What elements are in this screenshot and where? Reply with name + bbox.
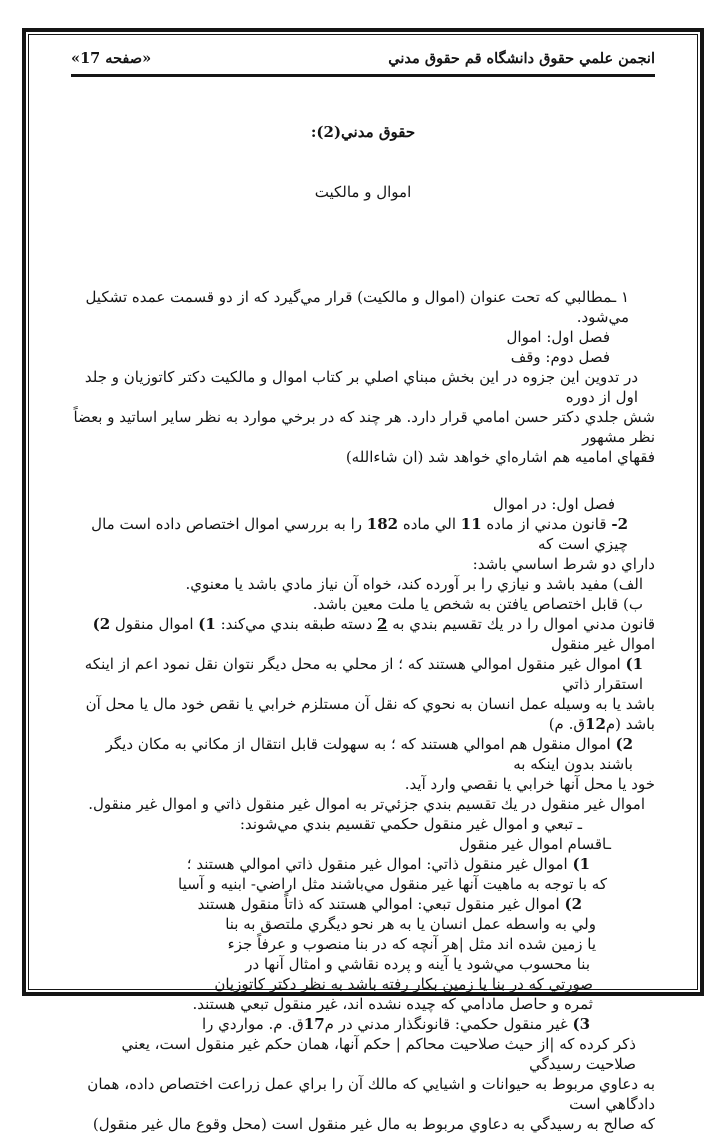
text-segment: اموال منقول xyxy=(110,615,199,633)
text-segment: 2) xyxy=(564,895,582,913)
text-line xyxy=(71,1014,655,1034)
page-header xyxy=(71,49,655,69)
text-line xyxy=(71,1034,655,1074)
text-segment: اموال غير منقول xyxy=(551,635,655,653)
text-line xyxy=(71,794,655,814)
text-line xyxy=(71,774,655,794)
doc-title: حقوق مدني(2): xyxy=(310,123,416,141)
text-segment: در تدوين اين جزوه در اين بخش مبناي اصلي بر کتاب اموال و مالکيت دکتر کاتوزيان و جلد اول از دوره xyxy=(84,368,638,406)
text-segment: که با توجه به ماهيت آنها غير منقول مي‌باشند مثل اراضي- ابنيه و آسيا xyxy=(178,875,607,893)
text-segment: خود يا محل آنها خرابي يا نقصي وارد آيد. xyxy=(404,775,655,793)
text-line xyxy=(71,894,655,914)
text-segment: بنا محسوب مي‌شود يا آينه و پرده نقاشي و امثال آنها در xyxy=(245,955,590,973)
text-line xyxy=(71,447,655,467)
text-line xyxy=(71,694,655,734)
text-segment: اموال منقول هم اموالي هستند که ؛ به سهولت قابل انتقال از مکاني به مکان ديگر باشند بدون اينکه به xyxy=(105,735,633,773)
text-segment: 2- xyxy=(611,515,628,533)
text-line xyxy=(71,874,655,894)
text-line xyxy=(71,814,655,834)
text-segment: ق. م) xyxy=(548,715,586,733)
journal-title: انجمن علمي حقوق دانشگاه قم حقوق مدني xyxy=(388,50,655,67)
text-segment: 1) xyxy=(198,615,216,633)
text-line xyxy=(71,347,655,367)
text-line xyxy=(71,407,655,447)
text-segment: ١ ـمطالبي که تحت عنوان (اموال و مالکيت) قرار مي‌گيرد که از دو قسمت عمده تشکيل مي‌شود. xyxy=(85,288,629,326)
text-segment: 12 xyxy=(585,715,606,733)
text-line xyxy=(71,994,655,1014)
text-segment: ق. م. مواردي را xyxy=(201,1015,304,1033)
text-segment: قانون مدني اموال را در يك تقسيم بندي به xyxy=(387,615,655,633)
text-line xyxy=(71,554,655,574)
text-segment: دسته طبقه بندي مي‌کند: xyxy=(215,615,378,633)
text-segment: ذکر کرده که |از حيث صلاحيت محاکم | حکم آنها، همان حکم غير منقول است، يعني صلاحيت رسيدگي xyxy=(121,1035,636,1073)
text-line xyxy=(71,914,655,934)
text-segment: قانون مدني از ماده xyxy=(481,515,612,533)
document-body xyxy=(71,287,655,1134)
text-segment: فصل اول: در اموال xyxy=(492,495,615,513)
text-segment: 182 xyxy=(366,515,399,533)
text-segment: ولي به واسطه عمل انسان يا به هر نحو ديگري ملتصق به بنا xyxy=(225,915,596,933)
text-line xyxy=(71,954,655,974)
text-segment: داراي دو شرط اساسي باشد: xyxy=(472,555,655,573)
text-line xyxy=(71,614,655,654)
text-segment: ب) قابل اختصاص يافتن به شخص يا ملت معين باشد. xyxy=(312,595,643,613)
text-line xyxy=(71,594,655,614)
text-segment: 2 xyxy=(377,615,388,633)
text-segment: 11 xyxy=(460,515,482,533)
text-line xyxy=(71,327,655,347)
text-line xyxy=(71,1114,655,1134)
text-segment: 17 xyxy=(303,1015,325,1033)
text-segment: ـ تبعي و اموال غير منقول حکمي تقسيم بندي مي‌شوند: xyxy=(239,815,582,833)
text-segment: فصل دوم: وقف xyxy=(510,348,610,366)
text-segment: فقهاي اماميه هم اشاره‌اي خواهد شد (ان شاءالله) xyxy=(345,448,655,466)
text-line xyxy=(71,834,655,854)
text-segment: الف) مفيد باشد و نيازي را بر آورده کند، خواه آن نياز مادي باشد يا معنوي. xyxy=(185,575,643,593)
text-segment: اموال غير منقول اموالي هستند که ؛ از محلي به محل ديگر نتوان نقل نمود اعم از اينکه استقرار ذاتي xyxy=(84,655,643,693)
text-segment: را به بررسي اموال اختصاص داده است مال چيزي است که xyxy=(91,515,628,553)
text-line xyxy=(71,367,655,407)
text-segment: اموال غير منقول تبعي: اموالي هستند که ذاتاً منقول هستند xyxy=(197,895,565,913)
text-line xyxy=(71,734,655,774)
text-segment: صورتي که در بنا يا زمين بکار رفته باشد به نظر دکتر کاتوزيان xyxy=(214,975,593,993)
text-segment: 1) xyxy=(625,655,643,673)
text-line xyxy=(71,934,655,954)
text-segment: شش جلدي دکتر حسن امامي قرار دارد. هر چند که در برخي موارد به نظر ساير اساتيد و بعضاً نظر مشهور xyxy=(73,408,655,446)
text-segment: يا زمين شده اند مثل |هر آنچه که در بنا منصوب و عرفاً جزء xyxy=(227,935,596,953)
page-inner xyxy=(28,34,698,1133)
title-block xyxy=(71,122,655,202)
text-segment: 1) xyxy=(572,855,590,873)
text-segment: باشد يا به وسيله عمل انسان به نحوي که نقل آن مستلزم خرابي يا نقص خود مال يا محل آن باشد (م xyxy=(85,695,655,733)
text-segment: 3) xyxy=(572,1015,590,1033)
text-segment: اموال غير منقول ذاتي: اموال غير منقول ذاتي اموالي هستند ؛ xyxy=(186,855,573,873)
text-segment: الي ماده xyxy=(398,515,461,533)
text-segment: ثمره و حاصل مادامي که چيده نشده اند، غير منقول تبعي هستند. xyxy=(192,995,593,1013)
header-rule xyxy=(71,74,655,77)
text-segment: ـاقسام اموال غير منقول xyxy=(458,835,611,853)
text-segment: 2) xyxy=(615,735,633,753)
text-line xyxy=(71,654,655,694)
text-line xyxy=(71,287,655,327)
text-line xyxy=(71,574,655,594)
text-line xyxy=(71,854,655,874)
text-line xyxy=(71,1074,655,1114)
text-segment: 2) xyxy=(92,615,111,633)
text-segment: که صالح به رسيدگي به دعاوي مربوط به مال غير منقول است (محل وقوع مال غير منقول) xyxy=(92,1115,655,1133)
page-number: «صفحه 17» xyxy=(71,50,152,67)
text-segment: فصل اول: اموال xyxy=(506,328,610,346)
text-segment: غير منقول حکمي: قانونگذار مدني در م xyxy=(324,1015,573,1033)
text-line xyxy=(71,514,655,554)
text-segment: اموال غير منقول در يك تقسيم بندي جزئي‌تر به اموال غير منقول ذاتي و اموال غير منقول. xyxy=(88,795,645,813)
page-frame xyxy=(22,28,704,1133)
text-line xyxy=(71,974,655,994)
text-line xyxy=(71,494,655,514)
text-segment: به دعاوي مربوط به حيوانات و اشيايي که مالك آن را براي عمل زراعت اختصاص داده، همان دادگاهي است xyxy=(87,1075,655,1113)
doc-subtitle: اموال و مالکيت xyxy=(314,183,412,201)
